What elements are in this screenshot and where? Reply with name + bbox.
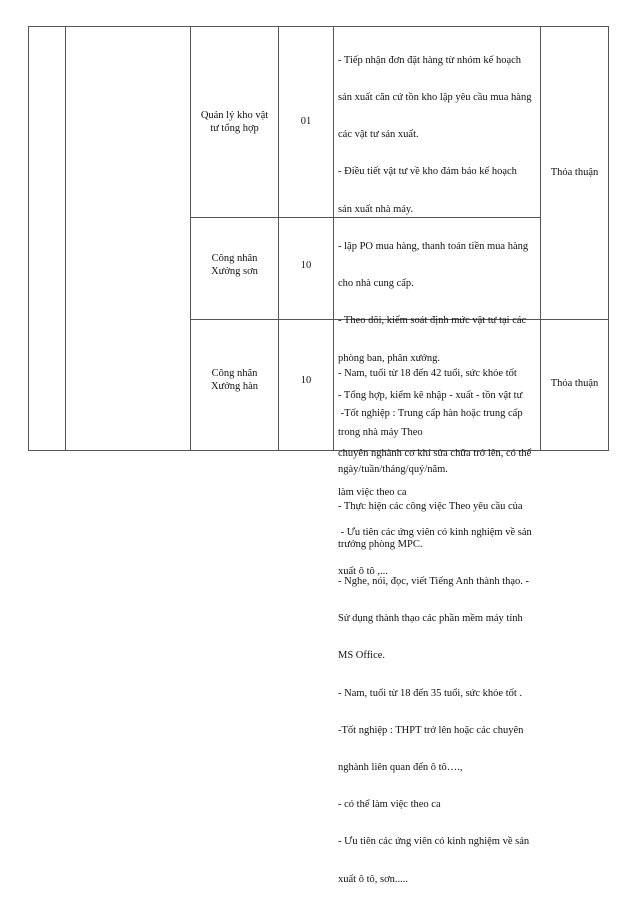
- desc-line: ngày/tuần/tháng/quý/năm.: [338, 464, 448, 476]
- table-divider-col5: [540, 26, 541, 451]
- desc-line: - lập PO mua hàng, thanh toán tiền mua hàng: [338, 240, 529, 252]
- position-title-row-2: Công nhân Xưởng sơn: [211, 253, 258, 277]
- desc-line: phòng ban, phân xưởng.: [338, 352, 440, 364]
- desc-line: MS Office.: [338, 650, 386, 662]
- desc-line: - Tổng hợp, kiểm kê nhập - xuất - tồn vật tư: [338, 389, 523, 401]
- desc-line: nghành liên quan đến ô tô….,: [338, 761, 463, 773]
- desc-line: xuất ô tô ,...: [338, 566, 388, 578]
- desc-line: làm việc theo ca: [338, 487, 407, 499]
- desc-line: trưởng phòng MPC.: [338, 538, 423, 550]
- requirements-text-row-3: [338, 341, 538, 631]
- desc-line: -Tốt nghiệp : Trung cấp hàn hoặc trung cấp: [338, 408, 523, 420]
- quantity-row-3: 10: [300, 375, 312, 386]
- table-border-right: [608, 26, 609, 451]
- table-border-left: [28, 26, 29, 451]
- desc-line: - Nghe, nói, đọc, viết Tiếng Anh thành thạo. -: [338, 575, 530, 587]
- position-title-row-1: Quản lý kho vật tư tổng hợp: [200, 110, 269, 134]
- desc-line: - Nam, tuổi từ 18 đến 35 tuổi, sức khỏe tốt .: [338, 687, 523, 699]
- desc-line: sản xuất nhà máy.: [338, 203, 414, 215]
- desc-line: - Tiếp nhận đơn đặt hàng từ nhóm kế hoạch: [338, 54, 522, 66]
- table-divider-col1: [65, 26, 66, 451]
- table-divider-col3: [278, 26, 279, 451]
- salary-rows-1-2: Thỏa thuận: [550, 167, 599, 178]
- table-divider-col4: [333, 26, 334, 451]
- desc-line: - có thể làm việc theo ca: [338, 799, 441, 811]
- desc-line: xuất ô tô, sơn.....: [338, 873, 409, 885]
- salary-row-3: Thỏa thuận: [550, 378, 599, 389]
- desc-line: Sử dụng thành thạo các phần mềm máy tính: [338, 613, 523, 625]
- desc-line: trong nhà máy Theo: [338, 427, 423, 438]
- desc-line: sản xuất căn cứ tồn kho lập yêu cầu mua hàng: [338, 92, 532, 104]
- quantity-row-1: 01: [300, 116, 312, 127]
- desc-line: - Nam, tuổi từ 18 đến 42 tuổi, sức khỏe tốt: [338, 368, 517, 380]
- desc-line: các vật tư sản xuất.: [338, 129, 419, 141]
- desc-line: chuyên nghành cơ khí sửa chữa trở lên, có thể: [338, 447, 532, 459]
- position-title-row-3: Công nhân Xưởng hàn: [210, 368, 259, 392]
- desc-line: - Theo dõi, kiểm soát định mức vật tư tại các: [338, 315, 527, 327]
- desc-line: -Tốt nghiệp : THPT trở lên hoặc các chuyên: [338, 724, 524, 736]
- desc-line: - Ưu tiên các ứng viên có kinh nghiệm về sản: [338, 836, 530, 848]
- desc-line: - Ưu tiên các ứng viên có kinh nghiệm về sản: [338, 526, 532, 538]
- desc-line: - Thực hiện các công việc Theo yêu cầu của: [338, 501, 523, 513]
- table-divider-col2: [190, 26, 191, 451]
- table-border-top: [28, 26, 609, 27]
- desc-line: - Điều tiết vật tư về kho đảm bảo kế hoạch: [338, 166, 517, 178]
- desc-line: cho nhà cung cấp.: [338, 278, 414, 290]
- quantity-row-2: 10: [300, 260, 312, 271]
